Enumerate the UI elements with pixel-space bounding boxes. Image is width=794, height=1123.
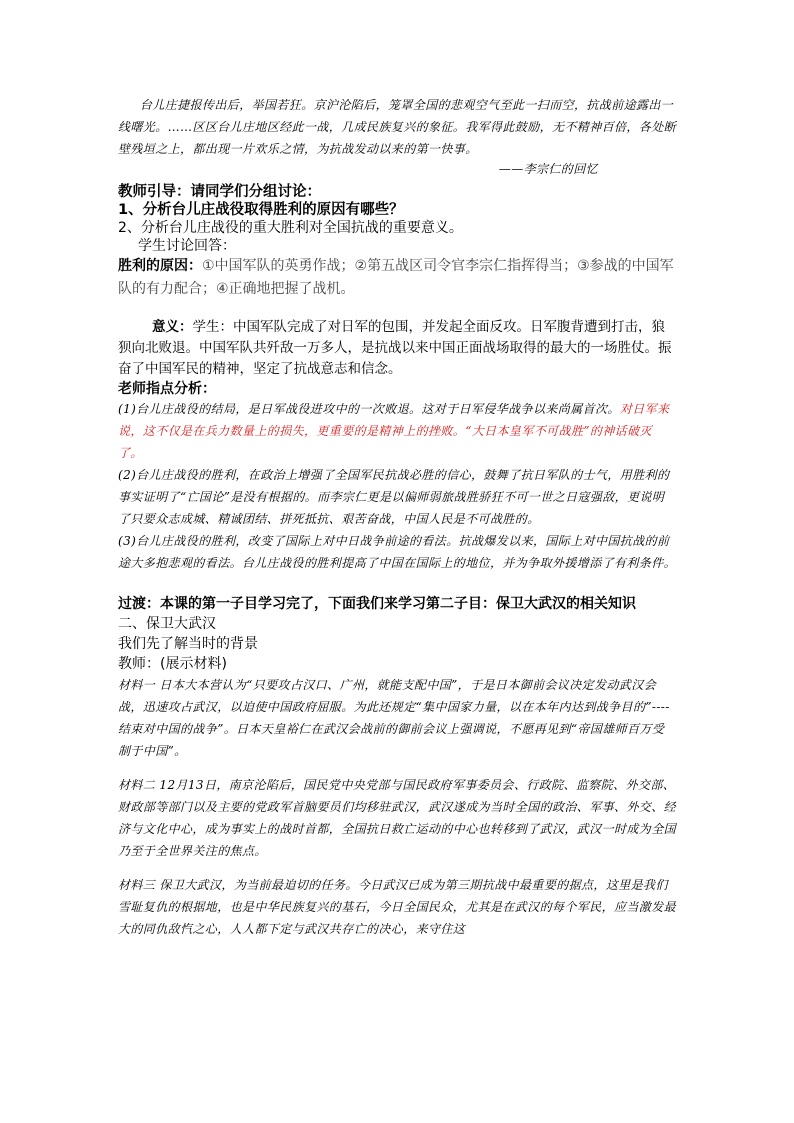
significance-label: 意义： [152,319,193,335]
section-intro: 我们先了解当时的背景 [118,636,258,652]
significance [118,317,676,380]
analysis-title: 老师指点分析： [118,381,216,397]
analysis-point-3: (3)台儿庄战役的胜利，改变了国际上对中日战争前途的看法。抗战爆发以来，国际上对中国抗战的前途大多抱悲观的看法。台儿庄战役的胜利提高了中国在国际上的地位，并为争取外援增添了有利条件。 [118,534,677,570]
question-1: 1、分析台儿庄战役取得胜利的原因有哪些？ [118,202,404,218]
teacher-line: 教师：(展示材料) [118,656,227,672]
material-1: 材料一 日本大本营认为“只要攻占汉口、广州，就能支配中国”，于是日本御前会议决定发动武汉会战，迅速攻占武汉，以迫使中国政府屈服。为此还规定“集中国家力量，以在本年内达到战争目的”----结束对中国的战争”。日本天皇裕仁在武汉会战前的御前会议上强调说，不愿再见到“帝国雄师百万受制于中国”。 [118,678,670,758]
analysis-point-1-highlight: 对日军来说，这不仅是在兵力数量上的损失，更重要的是精神上的挫败。“大日本皇军不可战胜”的神话破灭了。 [118,402,670,460]
victory-reasons-label: 胜利的原因： [118,258,202,274]
document-page [118,94,676,940]
analysis-point-1 [118,398,676,464]
analysis-point-1-text: (1)台儿庄战役的结局，是日军战役进攻中的一次败退。这对于日军侵华战争以来尚属首次。 [118,402,620,416]
analysis-point-2: (2)台儿庄战役的胜利，在政治上增强了全国军民抗战必胜的信心，鼓舞了抗日军队的士气，用胜利的事实证明了“亡国论”是没有根据的。而李宗仁更是以偏师弱旅战胜骄狂不可一世之日寇强敌，更说明了只要众志成城、精诚团结、拼死抵抗、艰苦奋战，中国人民是不可战胜的。 [118,468,670,526]
question-2: 2、分析台儿庄战役的重大胜利对全国抗战的重要意义。 [118,220,463,236]
guide-title: 教师引导：请同学们分组讨论： [118,184,321,200]
significance-text: 学生：中国军队完成了对日军的包围，并发起全面反攻。日军腹背遭到打击，狼狈向北败退。中国军队共歼敌一万多人，是抗战以来中国正面战场取得的最大的一场胜仗。振奋了中国军民的精神，坚定了抗战意志和信念。 [118,319,672,377]
student-answer-label: 学生讨论回答： [138,238,236,254]
victory-reasons [118,255,676,301]
victory-reasons-text: ①中国军队的英勇作战；②第五战区司令官李宗仁指挥得当；③参战的中国军队的有力配合；④正确地把握了战机。 [118,258,674,297]
transition-line: 过渡：本课的第一子目学习完了，下面我们来学习第二子目：保卫大武汉的相关知识 [118,596,636,612]
material-2: 材料二 12月13日，南京沦陷后，国民党中央党部与国民政府军事委员会、行政院、监察院、外交部、财政部等部门以及主要的党政军首脑要员们均移驻武汉，武汉遂成为当时全国的政治、军事、外交、经济与文化中心，成为事实上的战时首都，全国抗日救亡运动的中心也转移到了武汉，武汉一时成为全国乃至于全世界关注的焦点。 [118,778,677,858]
quote-paragraph: 台儿庄捷报传出后，举国若狂。京沪沦陷后，笼罩全国的悲观空气至此一扫而空，抗战前途露出一线曙光。……区区台儿庄地区经此一战，几成民族复兴的象征。我军得此鼓励，无不精神百倍，各处断壁残垣之上，都出现一片欢乐之情，为抗战发动以来的第一快事。 [118,98,677,156]
quote-source: ——李宗仁的回忆 [498,162,598,176]
section-heading: 二、保卫大武汉 [118,616,216,632]
material-3: 材料三 保卫大武汉，为当前最迫切的任务。今日武汉已成为第三期抗战中最重要的据点，这里是我们雪耻复仇的根据地，也是中华民族复兴的基石，今日全国民众，尤其是在武汉的每个军民，应当激发最大的同仇敌忾之心，人人都下定与武汉共存亡的决心，来守住这 [118,878,677,936]
